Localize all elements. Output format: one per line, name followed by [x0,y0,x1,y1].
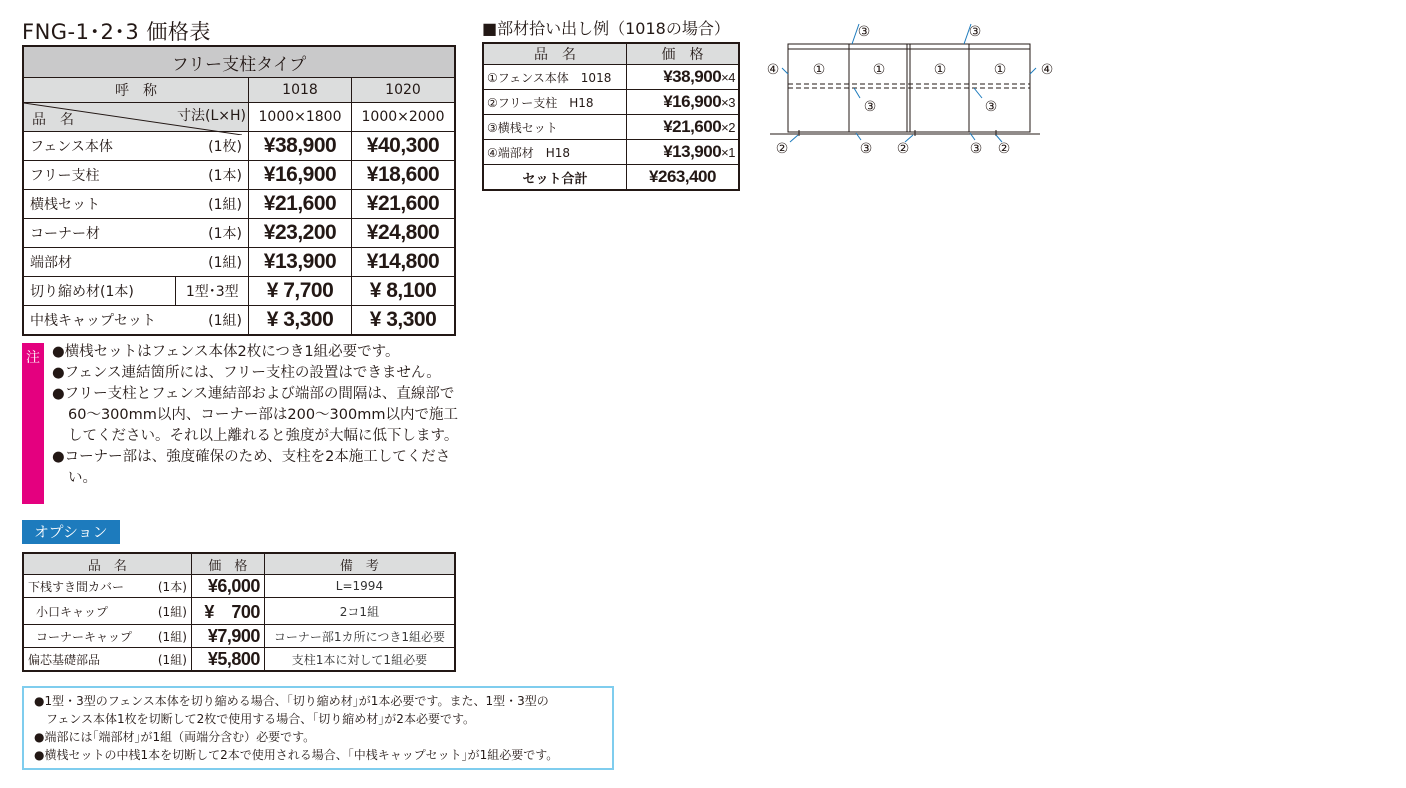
price-1020: ¥21,600 [352,190,456,219]
info-line: ●横桟セットの中桟1本を切断して2本で使用される場合、｢中桟キャップセット｣が1組必要です。 [34,748,559,762]
marker-3: ③ [968,24,982,40]
price-value: ¥16,900 [663,92,722,111]
price-value: ¥13,900 [663,142,722,161]
option-remark: コーナー部1カ所につき1組必要 [264,625,455,648]
option-price: ¥7,900 [191,625,264,648]
item-name: 端部材 [23,248,176,277]
marker-1: ① [993,62,1007,78]
option-header-name: 品 名 [23,553,191,575]
total-row [483,165,739,191]
table-row [23,575,455,598]
dim-label: 寸法(L×H) [177,108,246,124]
fence-layout-diagram [760,14,1060,164]
example-price [627,115,740,140]
marker-2: ② [896,141,910,157]
price-1018: ¥ 7,700 [249,277,352,306]
example-header-name: 品 名 [483,43,627,65]
price-1018: ¥38,900 [249,132,352,161]
option-price: ¥6,000 [191,575,264,598]
option-table [22,552,456,672]
multiplier: ×4 [721,70,735,85]
price-value: ¥21,600 [663,117,722,136]
price-table [22,45,456,336]
item-name: フェンス本体 [23,132,176,161]
page-title: FNG-1･2･3 価格表 [22,20,211,44]
option-name: 下桟すき間カバー [23,575,149,598]
table-row [23,306,455,336]
marker-1: ① [812,62,826,78]
option-header-price: 価 格 [191,553,264,575]
marker-3: ③ [969,141,983,157]
table-row [23,598,455,625]
option-unit: (1組) [149,598,191,625]
marker-4: ④ [766,62,780,78]
info-line: ●端部には｢端部材｣が1組（両端分含む）必要です。 [34,730,316,744]
option-unit: (1組) [149,648,191,672]
item-name: フリー支柱 [23,161,176,190]
item-label: 品 名 [32,112,74,128]
price-1020: ¥18,600 [352,161,456,190]
example-title: ■部材拾い出し例（1018の場合） [482,19,730,38]
item-name: 中桟キャップセット [23,306,176,336]
price-1018: ¥13,900 [249,248,352,277]
example-table [482,42,740,191]
table-row [23,161,455,190]
multiplier: ×3 [721,95,735,110]
info-box [22,686,614,770]
total-label: セット合計 [483,165,627,191]
marker-3: ③ [859,141,873,157]
table-row [23,219,455,248]
info-line: ●1型・3型のフェンス本体を切り縮める場合、｢切り縮め材｣が1本必要です。また、1型・3型の [34,694,549,708]
example-name: ①フェンス本体 1018 [483,65,627,90]
table-row [483,115,739,140]
table-row [23,132,455,161]
example-name: ②フリー支柱 H18 [483,90,627,115]
price-1018: ¥ 3,300 [249,306,352,336]
marker-3: ③ [863,99,877,115]
example-price [627,90,740,115]
size-1018: 1000×1800 [249,103,352,132]
table-row [483,140,739,165]
option-price: ¥5,800 [191,648,264,672]
option-remark: L=1994 [264,575,455,598]
option-tag: オプション [22,520,120,544]
example-name: ④端部材 H18 [483,140,627,165]
marker-2: ② [775,141,789,157]
marker-1: ① [933,62,947,78]
price-1020: ¥ 8,100 [352,277,456,306]
table-row [483,90,739,115]
price-1018: ¥21,600 [249,190,352,219]
option-name: コーナーキャップ [23,625,149,648]
example-price [627,65,740,90]
item-unit: (1組) [176,248,249,277]
diagonal-header-cell [23,103,249,132]
marker-3: ③ [857,24,871,40]
table-row [23,190,455,219]
item-name: 切り縮め材(1本) [23,277,176,306]
price-1020: ¥14,800 [352,248,456,277]
table-row [483,65,739,90]
table-row [23,248,455,277]
table-row [23,625,455,648]
header-1020: 1020 [352,78,456,103]
table-row [23,277,455,306]
item-unit: (1組) [176,306,249,336]
option-unit: (1組) [149,625,191,648]
type-band: フリー支柱タイプ [23,46,455,78]
marker-1: ① [872,62,886,78]
item-unit: (1組) [176,190,249,219]
size-1020: 1000×2000 [352,103,456,132]
example-price [627,140,740,165]
item-unit: (1本) [176,219,249,248]
table-row [23,648,455,672]
header-name: 呼 称 [23,78,249,103]
item-unit: 1型･3型 [176,277,249,306]
note-item: ●フリー支柱とフェンス連結部および端部の間隔は、直線部で60～300mm以内、コーナー部は200～300mm以内で施工してください。それ以上離れると強度が大幅に低下します。 [52,386,459,444]
multiplier: ×2 [721,120,735,135]
item-name: 横桟セット [23,190,176,219]
option-remark: 2コ1組 [264,598,455,625]
option-unit: (1本) [149,575,191,598]
price-1018: ¥23,200 [249,219,352,248]
total-value: ¥263,400 [627,165,740,191]
price-1018: ¥16,900 [249,161,352,190]
multiplier: ×1 [721,145,735,160]
info-line: フェンス本体1枚を切断して2枚で使用する場合、｢切り縮め材｣が2本必要です。 [34,712,475,726]
option-name: 偏芯基礎部品 [23,648,149,672]
item-unit: (1本) [176,161,249,190]
marker-2: ② [997,141,1011,157]
example-name: ③横桟セット [483,115,627,140]
option-name: 小口キャップ [23,598,149,625]
note-item: ●フェンス連結箇所には、フリー支柱の設置はできません。 [52,365,441,381]
marker-3: ③ [984,99,998,115]
option-header-remark: 備 考 [264,553,455,575]
option-price: ¥ 700 [191,598,264,625]
note-tag: 注 [22,343,44,504]
price-value: ¥38,900 [663,67,722,86]
note-item: ●コーナー部は、強度確保のため、支柱を2本施工してください。 [52,449,451,486]
note-item: ●横桟セットはフェンス本体2枚につき1組必要です。 [52,344,400,360]
price-1020: ¥ 3,300 [352,306,456,336]
marker-4: ④ [1040,62,1054,78]
price-1020: ¥40,300 [352,132,456,161]
example-header-price: 価 格 [627,43,740,65]
header-1018: 1018 [249,78,352,103]
option-remark: 支柱1本に対して1組必要 [264,648,455,672]
item-name: コーナー材 [23,219,176,248]
price-1020: ¥24,800 [352,219,456,248]
item-unit: (1枚) [176,132,249,161]
notes [52,342,462,489]
